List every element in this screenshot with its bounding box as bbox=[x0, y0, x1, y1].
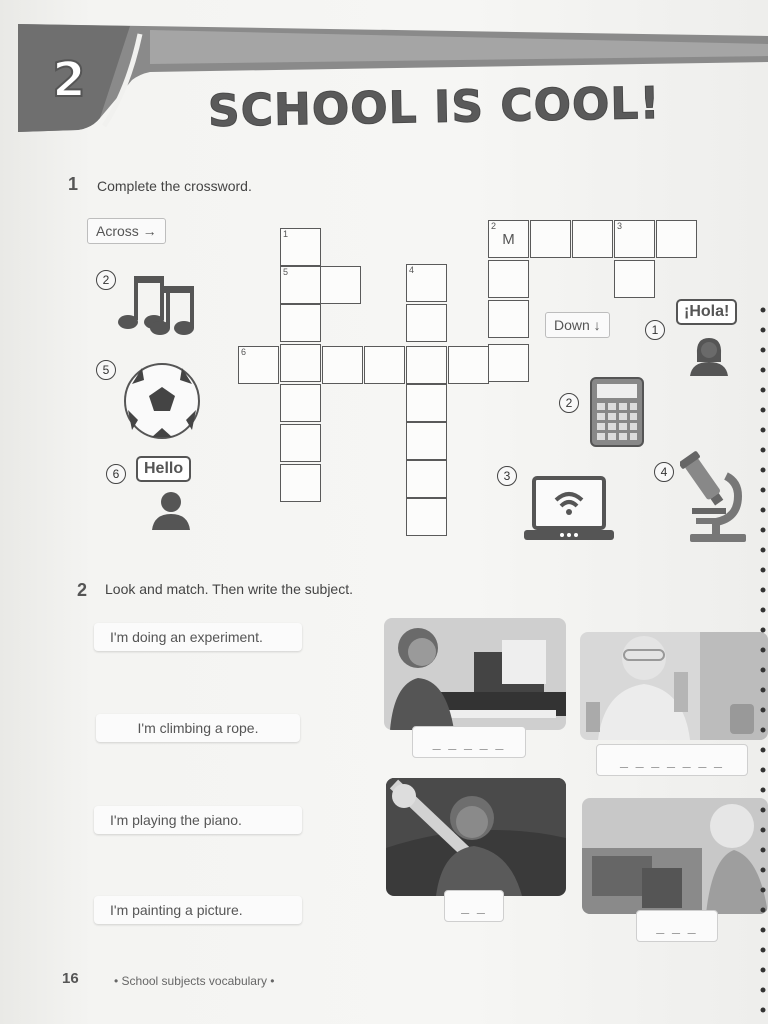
cell-number: 3 bbox=[617, 221, 623, 231]
soccer-ball-icon bbox=[122, 362, 202, 440]
hello-speaker-icon bbox=[150, 490, 192, 532]
exercise-2-instruction: Look and match. Then write the subject. bbox=[105, 581, 353, 597]
speech-bubble: ¡Hola! bbox=[676, 299, 737, 325]
clue-number: 2 bbox=[559, 393, 579, 413]
crossword-cell[interactable] bbox=[656, 220, 697, 258]
clue-number: 4 bbox=[654, 462, 674, 482]
spiral-binding bbox=[754, 300, 768, 1024]
across-label: Across → bbox=[87, 218, 166, 244]
crossword-cell[interactable] bbox=[280, 228, 321, 266]
crossword-cell[interactable] bbox=[614, 220, 655, 258]
crossword-cell[interactable] bbox=[280, 384, 321, 422]
crossword-cell[interactable] bbox=[448, 346, 489, 384]
rope-climbing-photo[interactable] bbox=[386, 778, 566, 896]
exercise-1-instruction: Complete the crossword. bbox=[97, 178, 252, 194]
crossword-cell[interactable] bbox=[406, 264, 447, 302]
microscope-icon bbox=[680, 448, 750, 544]
answer-blank[interactable]: _ _ _ _ _ bbox=[412, 726, 526, 758]
crossword-cell[interactable] bbox=[406, 304, 447, 342]
sentence-card[interactable]: I'm climbing a rope. bbox=[96, 714, 300, 742]
crossword-cell[interactable] bbox=[488, 300, 529, 338]
answer-blank[interactable]: _ _ bbox=[444, 890, 504, 922]
crossword-cell[interactable] bbox=[364, 346, 405, 384]
page-title: SCHOOL IS COOL! bbox=[207, 78, 661, 137]
crossword-cell[interactable] bbox=[280, 464, 321, 502]
crossword-cell[interactable] bbox=[406, 384, 447, 422]
clue-number: 2 bbox=[96, 270, 116, 290]
page-number: 16 bbox=[62, 970, 79, 987]
crossword-cell[interactable] bbox=[572, 220, 613, 258]
cell-number: 1 bbox=[283, 229, 289, 239]
unit-number: 2 bbox=[52, 52, 86, 108]
crossword-cell[interactable] bbox=[614, 260, 655, 298]
sentence-card[interactable]: I'm doing an experiment. bbox=[94, 623, 302, 651]
clue-number: 6 bbox=[106, 464, 126, 484]
crossword-cell[interactable] bbox=[530, 220, 571, 258]
experiment-photo[interactable] bbox=[580, 632, 768, 740]
cell-number: 4 bbox=[409, 265, 415, 275]
music-notes-icon bbox=[116, 274, 200, 336]
crossword-cell[interactable] bbox=[488, 260, 529, 298]
clue-number: 1 bbox=[645, 320, 665, 340]
exercise-2-number: 2 bbox=[77, 580, 88, 600]
exercise-1-number: 1 bbox=[68, 174, 79, 194]
clue-number: 3 bbox=[497, 466, 517, 486]
down-label: Down ↓ bbox=[545, 312, 610, 338]
crossword-cell[interactable] bbox=[406, 422, 447, 460]
crossword-cell[interactable] bbox=[488, 344, 529, 382]
sentence-card[interactable]: I'm painting a picture. bbox=[94, 896, 302, 924]
crossword-cell[interactable] bbox=[320, 266, 361, 304]
crossword-cell[interactable] bbox=[280, 304, 321, 342]
cell-number: 2 bbox=[491, 221, 497, 231]
footer-topic: • School subjects vocabulary • bbox=[114, 974, 275, 988]
crossword-cell[interactable] bbox=[406, 460, 447, 498]
crossword-cell[interactable] bbox=[322, 346, 363, 384]
sentence-card[interactable]: I'm playing the piano. bbox=[94, 806, 302, 834]
laptop-wifi-icon bbox=[522, 474, 616, 544]
crossword-cell[interactable] bbox=[280, 266, 321, 304]
hola-speaker-icon bbox=[688, 334, 730, 378]
cell-number: 6 bbox=[241, 347, 247, 357]
answer-blank[interactable]: _ _ _ bbox=[636, 910, 718, 942]
crossword-cell[interactable] bbox=[280, 344, 321, 382]
painting-photo[interactable] bbox=[582, 798, 768, 914]
crossword-letter: M bbox=[502, 231, 515, 248]
crossword-cell[interactable] bbox=[280, 424, 321, 462]
crossword-cell[interactable] bbox=[406, 498, 447, 536]
clue-number: 5 bbox=[96, 360, 116, 380]
crossword-cell[interactable] bbox=[406, 346, 447, 384]
speech-bubble: Hello bbox=[136, 456, 191, 482]
crossword-cell[interactable] bbox=[488, 220, 529, 258]
piano-photo[interactable] bbox=[384, 618, 566, 730]
calculator-icon bbox=[590, 377, 644, 447]
cell-number: 5 bbox=[283, 267, 289, 277]
answer-blank[interactable]: _ _ _ _ _ _ _ bbox=[596, 744, 748, 776]
crossword-cell[interactable] bbox=[238, 346, 279, 384]
